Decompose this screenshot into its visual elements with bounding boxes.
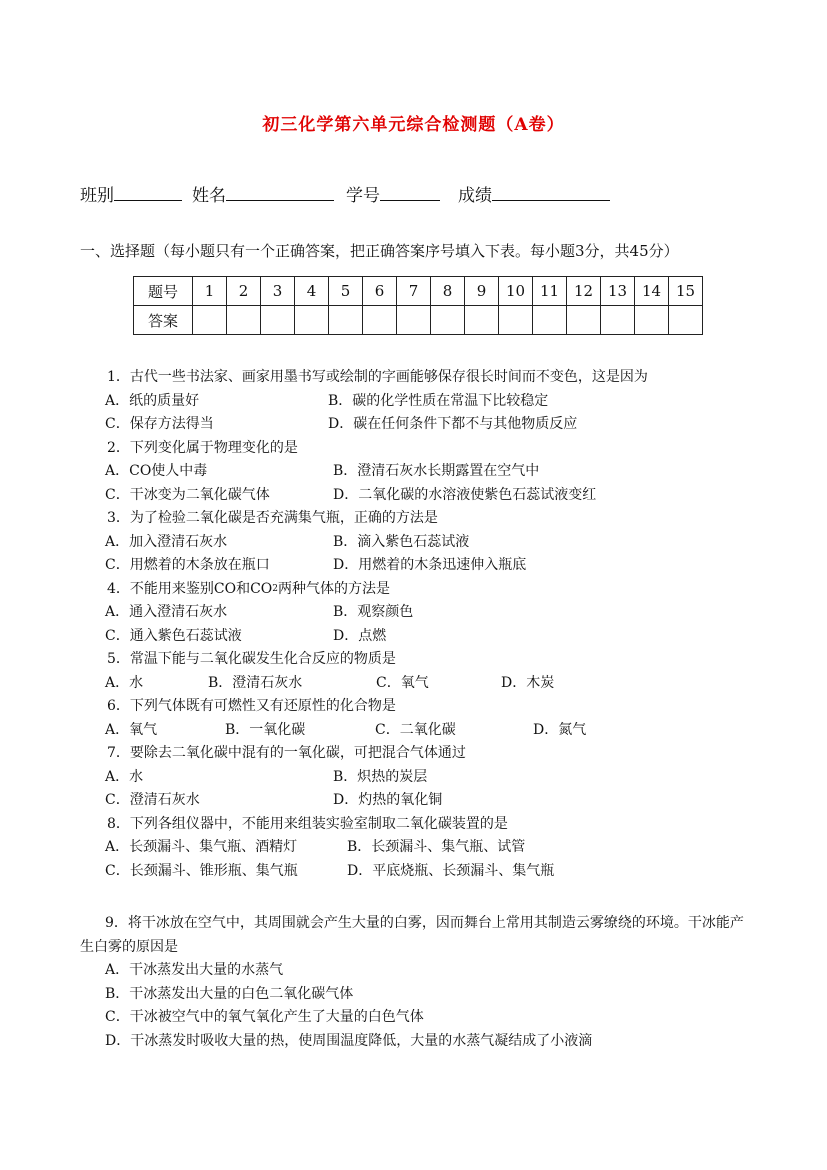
option-row: [105, 460, 755, 484]
option-row: [105, 719, 755, 743]
option: C．用燃着的木条放在瓶口: [105, 557, 270, 573]
option: A．长颈漏斗、集气瓶、酒精灯: [105, 839, 298, 855]
option-row: [105, 836, 755, 860]
question-stem: [105, 578, 755, 602]
option: A．纸的质量好: [105, 392, 200, 409]
option: D．平底烧瓶、长颈漏斗、集气瓶: [347, 862, 555, 879]
option: B．长颈漏斗、集气瓶、试管: [347, 839, 526, 855]
table-number-cell: 9: [465, 277, 499, 306]
question-stem: 9．将干冰放在空气中，其周围就会产生大量的白雾，因而舞台上常用其制造云雾缭绕的环境。干冰能产生白雾的原因是: [80, 915, 744, 955]
answer-cell[interactable]: [397, 306, 431, 335]
answer-cell[interactable]: [601, 306, 635, 335]
question-stem-text: 两种气体的方法是: [278, 580, 391, 597]
option: C．氧气: [376, 674, 429, 691]
number-blank[interactable]: [380, 184, 440, 201]
question-stem: 6．下列气体既有可燃性又有还原性的化合物是: [107, 698, 396, 714]
class-label: 班别: [80, 186, 114, 206]
answer-cell[interactable]: [567, 306, 601, 335]
table-number-cell: 7: [397, 277, 431, 306]
option: B．炽热的炭层: [333, 768, 428, 785]
option: B．滴入紫色石蕊试液: [333, 533, 470, 550]
option: C．干冰变为二氧化碳气体: [105, 486, 270, 503]
table-number-cell: 10: [499, 277, 533, 306]
answer-cell[interactable]: [295, 306, 329, 335]
answer-cell[interactable]: [533, 306, 567, 335]
score-label: 成绩: [458, 186, 492, 206]
questions-list: [105, 366, 755, 883]
table-header-answer: 答案: [134, 306, 193, 335]
student-info-row: [80, 181, 610, 206]
question-stem: 7．要除去二氧化碳中混有的一氧化碳，可把混合气体通过: [107, 745, 466, 761]
option: D．用燃着的木条迅速伸入瓶底: [333, 557, 527, 573]
option: A．水: [105, 768, 144, 785]
name-blank[interactable]: [226, 184, 334, 201]
option: A．干冰蒸发出大量的水蒸气: [105, 962, 284, 978]
name-label: 姓名: [192, 186, 226, 206]
option: A．水: [105, 674, 144, 691]
section-heading: 一、选择题（每小题只有一个正确答案，把正确答案序号填入下表。每小题3分，共45分）: [80, 242, 679, 260]
option: C．二氧化碳: [375, 721, 456, 738]
table-number-cell: 14: [635, 277, 669, 306]
option-row: [105, 390, 755, 414]
option: C．保存方法得当: [105, 416, 214, 432]
option-row: [105, 531, 755, 555]
answer-cell[interactable]: [227, 306, 261, 335]
question-stem: 1．古代一些书法家、画家用墨书写或绘制的字画能够保存很长时间而不变色，这是因为: [107, 369, 648, 385]
answer-cell[interactable]: [431, 306, 465, 335]
option: B．澄清石灰水: [208, 674, 303, 691]
table-number-cell: 15: [669, 277, 703, 306]
answer-cell[interactable]: [363, 306, 397, 335]
option-row: [105, 672, 755, 696]
number-label: 学号: [346, 186, 380, 206]
table-number-cell: 1: [193, 277, 227, 306]
table-number-cell: 8: [431, 277, 465, 306]
question-stem-text: 4．不能用来鉴别CO和CO: [107, 580, 273, 597]
table-number-cell: 2: [227, 277, 261, 306]
option: D．木炭: [501, 674, 555, 691]
option: C．通入紫色石蕊试液: [105, 627, 242, 644]
option: A．通入澄清石灰水: [105, 604, 228, 620]
option: D．干冰蒸发时吸收大量的热，使周围温度降低，大量的水蒸气凝结成了小液滴: [105, 1032, 593, 1049]
answer-table-number-row: [134, 277, 703, 306]
answer-cell[interactable]: [635, 306, 669, 335]
option: D．灼热的氧化铜: [333, 792, 443, 808]
table-number-cell: 12: [567, 277, 601, 306]
option: D．氮气: [533, 721, 587, 738]
option-row: [105, 554, 755, 578]
option-row: [105, 625, 755, 649]
answer-cell[interactable]: [261, 306, 295, 335]
option: D．碳在任何条件下都不与其他物质反应: [328, 416, 578, 432]
option: A．加入澄清石灰水: [105, 533, 228, 550]
score-blank[interactable]: [492, 184, 610, 201]
table-number-cell: 4: [295, 277, 329, 306]
question-stem: 2．下列变化属于物理变化的是: [107, 439, 298, 456]
option: B．干冰蒸发出大量的白色二氧化碳气体: [105, 985, 354, 1002]
option-row: [105, 789, 755, 813]
option: C．干冰被空气中的氧气氧化产生了大量的白色气体: [105, 1009, 424, 1025]
option: C．澄清石灰水: [105, 792, 200, 808]
option-row: [105, 766, 755, 790]
option-row: [105, 413, 755, 437]
answer-table: [133, 276, 703, 335]
answer-cell[interactable]: [193, 306, 227, 335]
option: D．二氧化碳的水溶液使紫色石蕊试液变红: [333, 486, 597, 503]
option-row: [105, 601, 755, 625]
question-stem: 3．为了检验二氧化碳是否充满集气瓶，正确的方法是: [107, 510, 438, 526]
answer-table-answer-row: [134, 306, 703, 335]
answer-cell[interactable]: [499, 306, 533, 335]
option: B．碳的化学性质在常温下比较稳定: [328, 392, 549, 409]
option: A．CO使人中毒: [105, 463, 208, 479]
answer-cell[interactable]: [329, 306, 363, 335]
option: C．长颈漏斗、锥形瓶、集气瓶: [105, 862, 298, 879]
question-stem: 5．常温下能与二氧化碳发生化合反应的物质是: [107, 651, 396, 667]
question-stem: 8．下列各组仪器中，不能用来组装实验室制取二氧化碳装置的是: [107, 815, 508, 832]
option: B．观察颜色: [333, 604, 414, 620]
table-number-cell: 11: [533, 277, 567, 306]
table-header-number: 题号: [134, 277, 193, 306]
answer-cell[interactable]: [669, 306, 703, 335]
subscript: 2: [272, 583, 279, 594]
option: B．澄清石灰水长期露置在空气中: [333, 463, 540, 479]
table-number-cell: 3: [261, 277, 295, 306]
table-number-cell: 5: [329, 277, 363, 306]
answer-cell[interactable]: [465, 306, 499, 335]
table-number-cell: 13: [601, 277, 635, 306]
option-row: [105, 484, 755, 508]
option: D．点燃: [333, 627, 387, 644]
option: B．一氧化碳: [225, 721, 306, 738]
question-9: [80, 912, 750, 1053]
page-title: 初三化学第六单元综合检测题（A卷）: [262, 115, 565, 135]
class-blank[interactable]: [114, 184, 182, 201]
option-row: [105, 860, 755, 884]
table-number-cell: 6: [363, 277, 397, 306]
option: A．氧气: [105, 721, 158, 738]
